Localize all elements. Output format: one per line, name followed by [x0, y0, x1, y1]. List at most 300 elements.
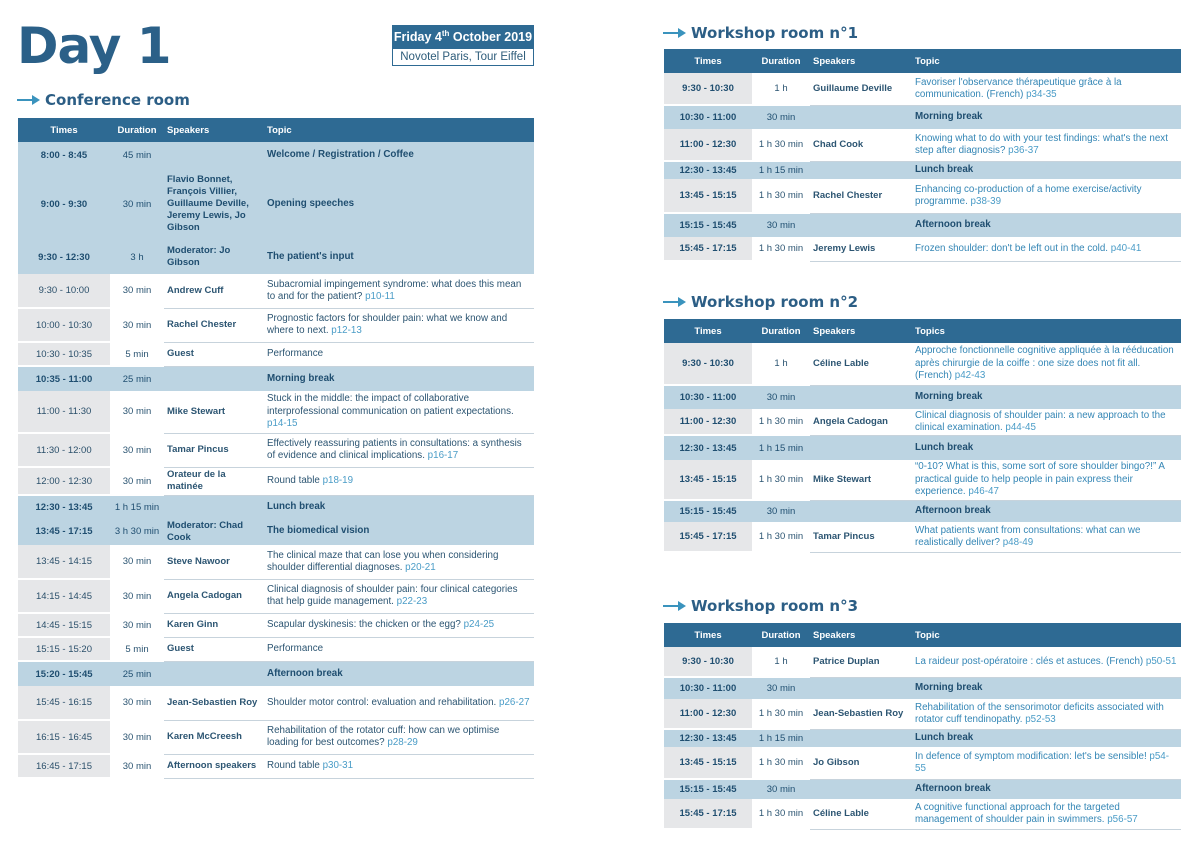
duration-text: 5 min	[125, 348, 149, 360]
workshop-room-1-title-text: Workshop room n°1	[691, 24, 859, 42]
speaker-text: Andrew Cuff	[167, 284, 224, 296]
topic-text: Scapular dyskinesis: the chicken or the egg?	[267, 618, 461, 630]
time-text: 14:15 - 14:45	[36, 590, 92, 602]
time-text: 10:00 - 10:30	[36, 319, 92, 331]
workshop-room-1-title	[663, 23, 858, 43]
duration-cell	[752, 729, 810, 747]
time-text: 9:30 - 10:30	[682, 656, 734, 667]
speaker-text: Patrice Duplan	[813, 655, 880, 667]
time-text: 9:30 - 12:30	[38, 251, 90, 263]
topic-cell	[264, 637, 534, 661]
speaker-text: Guest	[167, 348, 194, 359]
duration-text: 30 min	[122, 444, 152, 456]
topic-text: Morning break	[267, 372, 335, 384]
duration-cell	[752, 460, 810, 500]
duration-cell	[110, 686, 164, 720]
schedule-row	[664, 799, 1181, 829]
time-text: 16:45 - 17:15	[36, 760, 92, 772]
time-cell	[664, 500, 752, 522]
topic-text: Clinical diagnosis of shoulder pain: a new approach to the clinical examination.	[915, 409, 1166, 433]
time-text: 12:30 - 13:45	[679, 733, 737, 744]
time-cell	[664, 161, 752, 179]
speaker-cell	[164, 613, 264, 637]
speaker-text: Angela Cadogan	[813, 415, 888, 427]
topic-cell	[264, 342, 534, 366]
topic-cell	[264, 495, 534, 518]
topic-text: Enhancing co-production of a home exercise/activity programme.	[915, 183, 1142, 207]
speaker-text: Guillaume Deville	[813, 82, 893, 94]
speaker-text: Rachel Chester	[813, 189, 883, 201]
topic-cell	[912, 729, 1181, 747]
speaker-text: Afternoon speakers	[167, 760, 257, 771]
schedule-row-highlight	[664, 385, 1181, 409]
time-text: 10:30 - 11:00	[679, 392, 737, 403]
duration-cell	[110, 342, 164, 366]
time-cell	[18, 579, 110, 613]
speaker-cell	[164, 545, 264, 579]
time-cell	[664, 237, 752, 261]
duration-cell	[752, 161, 810, 179]
schedule-row-highlight	[664, 213, 1181, 237]
duration-cell	[752, 237, 810, 261]
header-speakers: Speakers	[167, 124, 210, 136]
speaker-cell	[810, 729, 912, 747]
topic-cell	[264, 391, 534, 433]
duration-text: 30 min	[766, 784, 796, 795]
arrow-right-icon	[17, 90, 43, 110]
schedule-row	[664, 460, 1181, 500]
header-times: Times	[694, 325, 722, 337]
page-reference: p34-35	[1026, 88, 1057, 100]
topic-cell	[912, 129, 1181, 161]
duration-text: 30 min	[122, 198, 152, 210]
speaker-cell	[810, 522, 912, 552]
speaker-text: Jean-Sebastien Roy	[813, 707, 904, 719]
duration-text: 30 min	[122, 319, 152, 331]
speaker-cell	[810, 161, 912, 179]
time-text: 14:45 - 15:15	[36, 619, 92, 631]
speaker-cell	[164, 686, 264, 720]
speaker-cell	[164, 342, 264, 366]
schedule-row	[18, 754, 534, 778]
time-cell	[18, 342, 110, 366]
topic-text: Lunch break	[267, 500, 326, 512]
time-cell	[664, 179, 752, 213]
page-reference: p30-31	[322, 759, 354, 771]
duration-cell	[110, 579, 164, 613]
duration-text: 1 h 30 min	[758, 139, 804, 150]
speaker-cell	[810, 677, 912, 699]
page-reference: p48-49	[1002, 536, 1034, 548]
conference-room-title-text: Conference room	[45, 91, 190, 109]
duration-cell	[110, 274, 164, 308]
topic-text: Performance	[267, 642, 324, 654]
schedule-row-highlight	[18, 495, 534, 518]
schedule-row	[18, 579, 534, 613]
speaker-text: Karen Ginn	[167, 619, 219, 630]
topic-text: Morning break	[915, 682, 983, 694]
header-speakers: Speakers	[813, 55, 856, 67]
duration-text: 30 min	[122, 590, 152, 602]
speaker-cell	[810, 179, 912, 213]
topic-cell	[912, 699, 1181, 729]
duration-cell	[110, 518, 164, 545]
schedule-row	[18, 720, 534, 754]
time-text: 11:30 - 12:00	[36, 444, 92, 456]
speaker-text: Karen McCreesh	[167, 731, 242, 742]
time-text: 13:45 - 17:15	[35, 526, 93, 537]
conference-schedule-table	[18, 118, 534, 779]
duration-cell	[752, 779, 810, 799]
table-header-row	[18, 118, 534, 142]
topic-text: The patient's input	[267, 250, 354, 262]
date-day: Friday 4	[393, 30, 442, 44]
topic-text: In defence of symptom modification: let's be sensible!	[915, 750, 1147, 762]
time-cell	[18, 637, 110, 661]
time-text: 12:30 - 13:45	[679, 165, 737, 176]
topic-cell	[264, 686, 534, 720]
duration-cell	[752, 129, 810, 161]
duration-cell	[752, 105, 810, 129]
topic-text: Welcome / Registration / Coffee	[267, 148, 414, 160]
topic-cell	[912, 522, 1181, 552]
speaker-cell	[164, 720, 264, 754]
page-reference: p14-15	[267, 417, 298, 429]
page-reference: p12-13	[331, 325, 362, 336]
page-reference: p54-55	[915, 750, 1170, 774]
schedule-row	[664, 409, 1181, 435]
duration-cell	[752, 699, 810, 729]
page-reference: p26-27	[499, 696, 530, 708]
time-text: 15:15 - 15:45	[679, 506, 737, 517]
time-text: 11:00 - 11:30	[36, 406, 92, 417]
page-reference: p28-29	[387, 737, 418, 748]
topic-cell	[264, 518, 534, 545]
date-box	[392, 25, 534, 66]
duration-text: 1 h 30 min	[758, 757, 804, 768]
duration-cell	[110, 495, 164, 518]
header-topic: Topic	[915, 629, 940, 641]
time-cell	[664, 73, 752, 105]
duration-cell	[752, 799, 810, 829]
header-duration: Duration	[761, 55, 801, 67]
duration-text: 1 h	[774, 358, 788, 369]
topic-text: Knowing what to do with your test findings: what's the next step after diagnosis?	[915, 132, 1168, 156]
header-duration: Duration	[117, 124, 157, 136]
time-cell	[664, 729, 752, 747]
time-cell	[664, 677, 752, 699]
duration-text: 1 h 30 min	[758, 708, 804, 719]
topic-cell	[912, 179, 1181, 213]
speaker-cell	[810, 409, 912, 435]
schedule-row-highlight	[18, 661, 534, 686]
schedule-row	[664, 699, 1181, 729]
topic-text: A cognitive functional approach for the targeted management of shoulder pain in swimmers.	[915, 801, 1120, 825]
topic-cell	[912, 799, 1181, 829]
speaker-text: Céline Lable	[813, 357, 869, 369]
topic-cell	[264, 274, 534, 308]
page-reference: p36-37	[1008, 144, 1039, 156]
duration-cell	[110, 467, 164, 495]
topic-text: Approche fonctionnelle cognitive appliquée à la rééducation après chirurgie de la coiffe : one size does not fit all. (French)	[915, 345, 1174, 381]
time-text: 13:45 - 15:15	[679, 757, 737, 768]
schedule-row	[664, 237, 1181, 261]
time-cell	[664, 460, 752, 500]
duration-cell	[110, 637, 164, 661]
time-text: 13:45 - 14:15	[36, 556, 92, 567]
page-reference: p22-23	[396, 596, 428, 607]
topic-cell	[912, 677, 1181, 699]
topic-text: What patients want from consultations: what can we realistically deliver?	[915, 524, 1141, 548]
schedule-row	[664, 73, 1181, 105]
page-reference: p20-21	[405, 561, 436, 573]
time-cell	[18, 661, 110, 686]
speaker-cell	[810, 460, 912, 500]
time-text: 8:00 - 8:45	[40, 149, 88, 161]
speaker-text: Mike Stewart	[167, 405, 226, 417]
schedule-row-highlight	[664, 729, 1181, 747]
duration-text: 1 h 30 min	[758, 416, 804, 427]
topic-text: Morning break	[915, 111, 983, 123]
speaker-cell	[164, 168, 264, 240]
speaker-cell	[164, 637, 264, 661]
duration-text: 1 h 30 min	[758, 531, 804, 542]
duration-text: 30 min	[122, 760, 152, 772]
topic-text: Prognostic factors for shoulder pain: what we know and where to next.	[267, 312, 508, 336]
schedule-row	[18, 613, 534, 637]
header-topics: Topics	[915, 325, 945, 337]
speaker-cell	[810, 779, 912, 799]
speaker-cell	[164, 495, 264, 518]
topic-cell	[912, 779, 1181, 799]
venue-label: Novotel Paris, Tour Eiffel	[392, 49, 534, 66]
arrow-right-icon	[663, 596, 689, 616]
schedule-row-highlight	[664, 677, 1181, 699]
time-cell	[18, 308, 110, 342]
duration-text: 1 h 15 min	[758, 733, 804, 744]
header-times: Times	[694, 629, 722, 641]
table-header-row	[664, 49, 1181, 73]
duration-cell	[110, 168, 164, 240]
duration-text: 30 min	[122, 285, 152, 296]
duration-cell	[110, 366, 164, 391]
topic-text: Rehabilitation of the sensorimotor deficits associated with rotator cuff tendinopathy.	[915, 701, 1164, 725]
speaker-cell	[810, 699, 912, 729]
time-cell	[18, 754, 110, 778]
page-reference: p42-43	[954, 369, 986, 381]
duration-text: 30 min	[766, 683, 796, 694]
header-times: Times	[50, 124, 78, 136]
speaker-cell	[810, 435, 912, 460]
duration-cell	[752, 213, 810, 237]
topic-cell	[264, 142, 534, 168]
speaker-cell	[164, 142, 264, 168]
header-topic: Topic	[267, 124, 292, 136]
topic-cell	[912, 73, 1181, 105]
time-text: 16:15 - 16:45	[36, 731, 92, 743]
speaker-cell	[164, 433, 264, 467]
topic-cell	[264, 579, 534, 613]
time-cell	[18, 168, 110, 240]
speaker-text: Rachel Chester	[167, 319, 237, 330]
speaker-cell	[164, 467, 264, 495]
workshop-3-schedule-table	[664, 623, 1181, 830]
time-cell	[664, 522, 752, 552]
duration-text: 1 h 30 min	[758, 190, 804, 201]
topic-cell	[912, 237, 1181, 261]
topic-cell	[912, 460, 1181, 500]
topic-cell	[264, 754, 534, 778]
topic-cell	[264, 168, 534, 240]
duration-text: 25 min	[122, 668, 152, 680]
duration-text: 1 h 30 min	[758, 474, 804, 485]
speaker-text: Guest	[167, 643, 194, 654]
speaker-cell	[810, 500, 912, 522]
topic-text: Afternoon break	[915, 783, 991, 795]
speaker-text: Flavio Bonnet, François Villier, Guillaume Deville, Jeremy Lewis, Jo Gibson	[167, 174, 249, 233]
topic-text: Opening speeches	[267, 197, 355, 209]
schedule-row	[18, 637, 534, 661]
duration-text: 1 h 30 min	[758, 243, 804, 254]
speaker-cell	[810, 747, 912, 779]
page-reference: p16-17	[427, 450, 459, 461]
topic-text: Subacromial impingement syndrome: what does this mean to and for the patient?	[267, 278, 522, 302]
time-text: 9:30 - 10:30	[682, 83, 734, 94]
time-cell	[664, 213, 752, 237]
duration-cell	[752, 179, 810, 213]
speaker-text: Céline Lable	[813, 807, 869, 819]
time-cell	[664, 343, 752, 385]
schedule-row	[18, 308, 534, 342]
time-text: 12:30 - 13:45	[35, 501, 93, 513]
speaker-cell	[164, 754, 264, 778]
schedule-row-highlight	[18, 366, 534, 391]
arrow-right-icon	[663, 292, 689, 312]
topic-cell	[912, 343, 1181, 385]
speaker-cell	[164, 518, 264, 545]
topic-text: Round table	[267, 759, 320, 771]
schedule-row	[664, 647, 1181, 677]
speaker-text: Tamar Pincus	[813, 530, 875, 542]
duration-text: 3 h 30 min	[114, 526, 160, 537]
schedule-row	[18, 686, 534, 720]
schedule-row	[664, 129, 1181, 161]
schedule-row	[664, 747, 1181, 779]
speaker-cell	[810, 129, 912, 161]
header-speakers: Speakers	[813, 325, 856, 337]
time-cell	[18, 686, 110, 720]
time-text: 10:35 - 11:00	[35, 373, 93, 385]
time-cell	[664, 435, 752, 460]
time-text: 9:30 - 10:00	[38, 285, 90, 296]
time-cell	[18, 518, 110, 545]
speaker-cell	[810, 647, 912, 677]
speaker-cell	[164, 308, 264, 342]
speaker-text: Angela Cadogan	[167, 590, 242, 601]
table-header-row	[664, 623, 1181, 647]
speaker-cell	[810, 73, 912, 105]
time-cell	[664, 799, 752, 829]
topic-cell	[264, 613, 534, 637]
time-text: 12:00 - 12:30	[36, 475, 92, 487]
duration-text: 30 min	[122, 697, 152, 708]
topic-cell	[912, 161, 1181, 179]
topic-text: Afternoon break	[915, 219, 991, 231]
topic-text: “0-10? What is this, some sort of sore shoulder bingo?!” A practical guide to help people in pain express their experience.	[915, 461, 1165, 497]
duration-text: 30 min	[766, 112, 796, 123]
workshop-room-2-title	[663, 292, 858, 312]
time-text: 12:30 - 13:45	[679, 442, 737, 454]
time-text: 9:00 - 9:30	[40, 198, 88, 210]
time-text: 15:45 - 17:15	[679, 243, 737, 254]
time-text: 15:45 - 16:15	[36, 697, 92, 708]
topic-cell	[264, 720, 534, 754]
speaker-cell	[164, 391, 264, 433]
topic-text: Round table	[267, 474, 320, 486]
speaker-cell	[164, 274, 264, 308]
speaker-cell	[164, 366, 264, 391]
time-cell	[18, 720, 110, 754]
topic-text: Frozen shoulder: don't be left out in the cold.	[915, 242, 1109, 254]
speaker-cell	[164, 579, 264, 613]
duration-text: 30 min	[766, 220, 796, 231]
topic-cell	[912, 385, 1181, 409]
duration-cell	[110, 240, 164, 274]
schedule-row-highlight	[664, 500, 1181, 522]
table-header-row	[664, 319, 1181, 343]
topic-cell	[264, 433, 534, 467]
duration-text: 45 min	[122, 149, 152, 161]
schedule-row	[18, 391, 534, 433]
time-cell	[18, 545, 110, 579]
time-text: 9:30 - 10:30	[682, 358, 734, 369]
header-topic: Topic	[915, 55, 940, 67]
topic-text: Performance	[267, 347, 324, 359]
time-text: 10:30 - 10:35	[36, 348, 92, 360]
duration-text: 30 min	[122, 556, 152, 567]
schedule-row-highlight	[664, 779, 1181, 799]
topic-cell	[912, 213, 1181, 237]
duration-cell	[110, 308, 164, 342]
topic-text: Clinical diagnosis of shoulder pain: four clinical categories that help guide management.	[267, 583, 518, 607]
page-reference: p56-57	[1107, 813, 1138, 825]
schedule-row-highlight	[664, 435, 1181, 460]
topic-text: The biomedical vision	[267, 525, 370, 537]
page-reference: p52-53	[1025, 713, 1056, 725]
time-cell	[664, 647, 752, 677]
page-reference: p50-51	[1145, 655, 1177, 667]
time-cell	[18, 433, 110, 467]
time-text: 13:45 - 15:15	[679, 190, 737, 201]
topic-cell	[912, 500, 1181, 522]
schedule-row-highlight	[18, 142, 534, 168]
duration-cell	[752, 343, 810, 385]
duration-text: 30 min	[122, 406, 152, 417]
date-suffix: th	[441, 28, 450, 38]
workshop-2-schedule-table	[664, 319, 1181, 553]
topic-text: Afternoon break	[915, 505, 991, 517]
page-reference: p18-19	[322, 474, 354, 486]
time-text: 15:20 - 15:45	[35, 668, 93, 680]
schedule-row	[664, 179, 1181, 213]
duration-cell	[110, 661, 164, 686]
time-text: 15:15 - 15:20	[36, 643, 92, 655]
page-reference: p40-41	[1110, 242, 1142, 254]
duration-text: 3 h	[130, 251, 144, 263]
time-cell	[18, 613, 110, 637]
duration-cell	[752, 409, 810, 435]
time-text: 11:00 - 12:30	[679, 708, 737, 719]
